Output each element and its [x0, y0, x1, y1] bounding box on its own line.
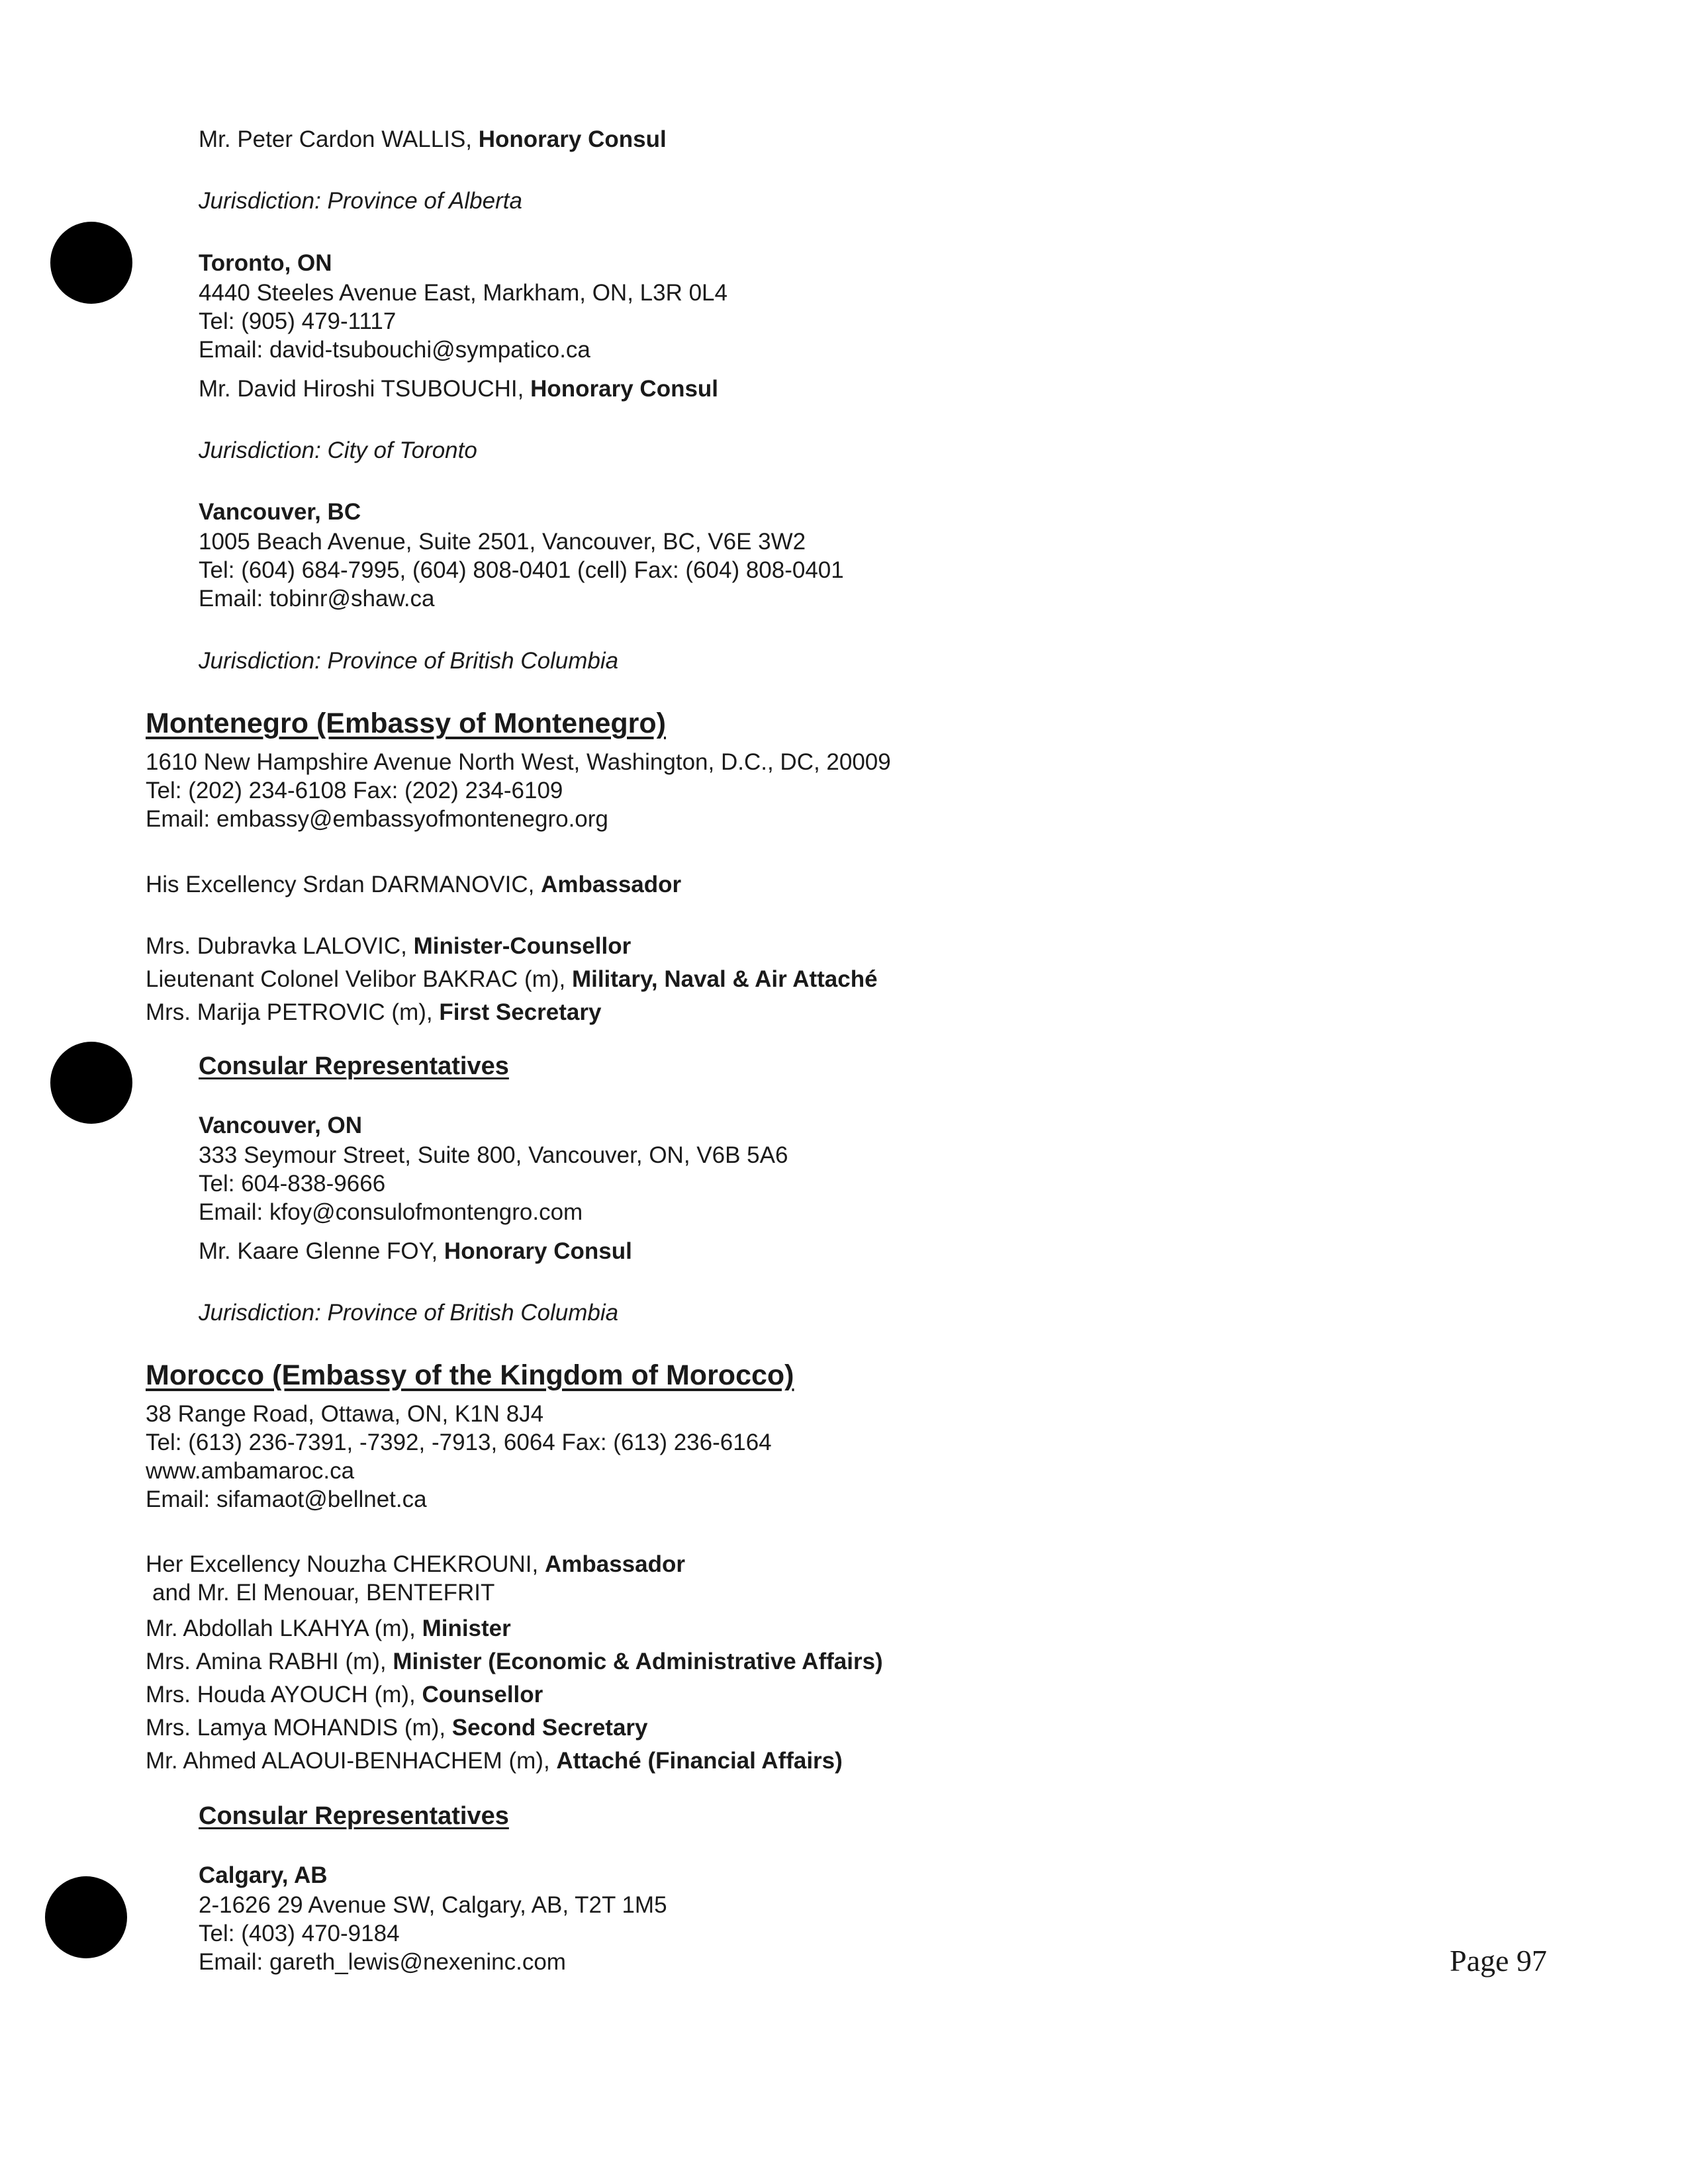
consulate-email-toronto: Email: david-tsubouchi@sympatico.ca	[199, 337, 590, 363]
embassy-tel-morocco: Tel: (613) 236-7391, -7392, -7913, 6064 Fax: (613) 236-6164	[146, 1430, 772, 1455]
embassy-website-morocco: www.ambamaroc.ca	[146, 1458, 355, 1484]
punch-hole-bottom	[45, 1876, 127, 1958]
consul-entry-wallis: Mr. Peter Cardon WALLIS, Honorary Consul	[199, 126, 667, 152]
consulate-email-vancouver-on: Email: kfoy@consulofmontengro.com	[199, 1199, 583, 1225]
consular-representatives-heading: Consular Representatives	[199, 1802, 509, 1830]
consular-representatives-heading: Consular Representatives	[199, 1052, 509, 1080]
staff-entry: Mrs. Lamya MOHANDIS (m), Second Secretary	[146, 1715, 648, 1741]
consulate-address-calgary: 2-1626 29 Avenue SW, Calgary, AB, T2T 1M5	[199, 1892, 667, 1918]
consulate-email-vancouver-bc: Email: tobinr@shaw.ca	[199, 586, 435, 612]
embassy-address-morocco: 38 Range Road, Ottawa, ON, K1N 8J4	[146, 1401, 544, 1427]
consul-entry-foy: Mr. Kaare Glenne FOY, Honorary Consul	[199, 1238, 632, 1264]
consulate-city-calgary: Calgary, AB	[199, 1862, 328, 1888]
staff-entry: Mrs. Houda AYOUCH (m), Counsellor	[146, 1682, 543, 1707]
staff-entry: Mrs. Marija PETROVIC (m), First Secretary	[146, 999, 602, 1025]
jurisdiction-toronto: Jurisdiction: City of Toronto	[199, 437, 477, 463]
embassy-email-montenegro: Email: embassy@embassyofmontenegro.org	[146, 806, 608, 832]
embassy-address-montenegro: 1610 New Hampshire Avenue North West, Washington, D.C., DC, 20009	[146, 749, 891, 775]
staff-ambassador-morocco: Her Excellency Nouzha CHEKROUNI, Ambassador	[146, 1551, 685, 1577]
consulate-city-toronto: Toronto, ON	[199, 250, 332, 276]
consulate-tel-toronto: Tel: (905) 479-1117	[199, 308, 397, 334]
jurisdiction-british-columbia: Jurisdiction: Province of British Columbia	[199, 648, 619, 674]
consulate-city-vancouver-bc: Vancouver, BC	[199, 499, 361, 525]
consulate-tel-vancouver-on: Tel: 604-838-9666	[199, 1171, 386, 1197]
staff-entry: Mrs. Dubravka LALOVIC, Minister-Counsellor	[146, 933, 632, 959]
consul-entry-tsubouchi: Mr. David Hiroshi TSUBOUCHI, Honorary Consul	[199, 376, 719, 402]
ambassador-spouse: and Mr. El Menouar, BENTEFRIT	[152, 1580, 495, 1606]
embassy-tel-montenegro: Tel: (202) 234-6108 Fax: (202) 234-6109	[146, 778, 563, 803]
consulate-address-vancouver-on: 333 Seymour Street, Suite 800, Vancouver, ON, V6B 5A6	[199, 1142, 788, 1168]
jurisdiction-british-columbia: Jurisdiction: Province of British Columbia	[199, 1300, 619, 1326]
consulate-city-vancouver-on: Vancouver, ON	[199, 1113, 363, 1138]
staff-entry: Mr. Abdollah LKAHYA (m), Minister	[146, 1615, 511, 1641]
staff-entry: Mr. Ahmed ALAOUI-BENHACHEM (m), Attaché (Financial Affairs)	[146, 1748, 843, 1774]
country-heading-morocco: Morocco (Embassy of the Kingdom of Morocco)	[146, 1359, 794, 1391]
page-number: Page 97	[1450, 1944, 1547, 1978]
staff-ambassador-montenegro: His Excellency Srdan DARMANOVIC, Ambassador	[146, 872, 682, 897]
punch-hole-top	[50, 222, 132, 304]
staff-entry: Lieutenant Colonel Velibor BAKRAC (m), Military, Naval & Air Attaché	[146, 966, 878, 992]
jurisdiction-alberta: Jurisdiction: Province of Alberta	[199, 188, 522, 214]
country-heading-montenegro: Montenegro (Embassy of Montenegro)	[146, 707, 666, 739]
embassy-email-morocco: Email: sifamaot@bellnet.ca	[146, 1486, 427, 1512]
staff-entry: Mrs. Amina RABHI (m), Minister (Economic & Administrative Affairs)	[146, 1649, 883, 1674]
consulate-tel-calgary: Tel: (403) 470-9184	[199, 1921, 400, 1946]
consulate-tel-vancouver-bc: Tel: (604) 684-7995, (604) 808-0401 (cell) Fax: (604) 808-0401	[199, 557, 844, 583]
punch-hole-middle	[50, 1042, 132, 1124]
consulate-email-calgary: Email: gareth_lewis@nexeninc.com	[199, 1949, 566, 1975]
consulate-address-vancouver-bc: 1005 Beach Avenue, Suite 2501, Vancouver, BC, V6E 3W2	[199, 529, 806, 555]
consulate-address-toronto: 4440 Steeles Avenue East, Markham, ON, L3R 0L4	[199, 280, 727, 306]
